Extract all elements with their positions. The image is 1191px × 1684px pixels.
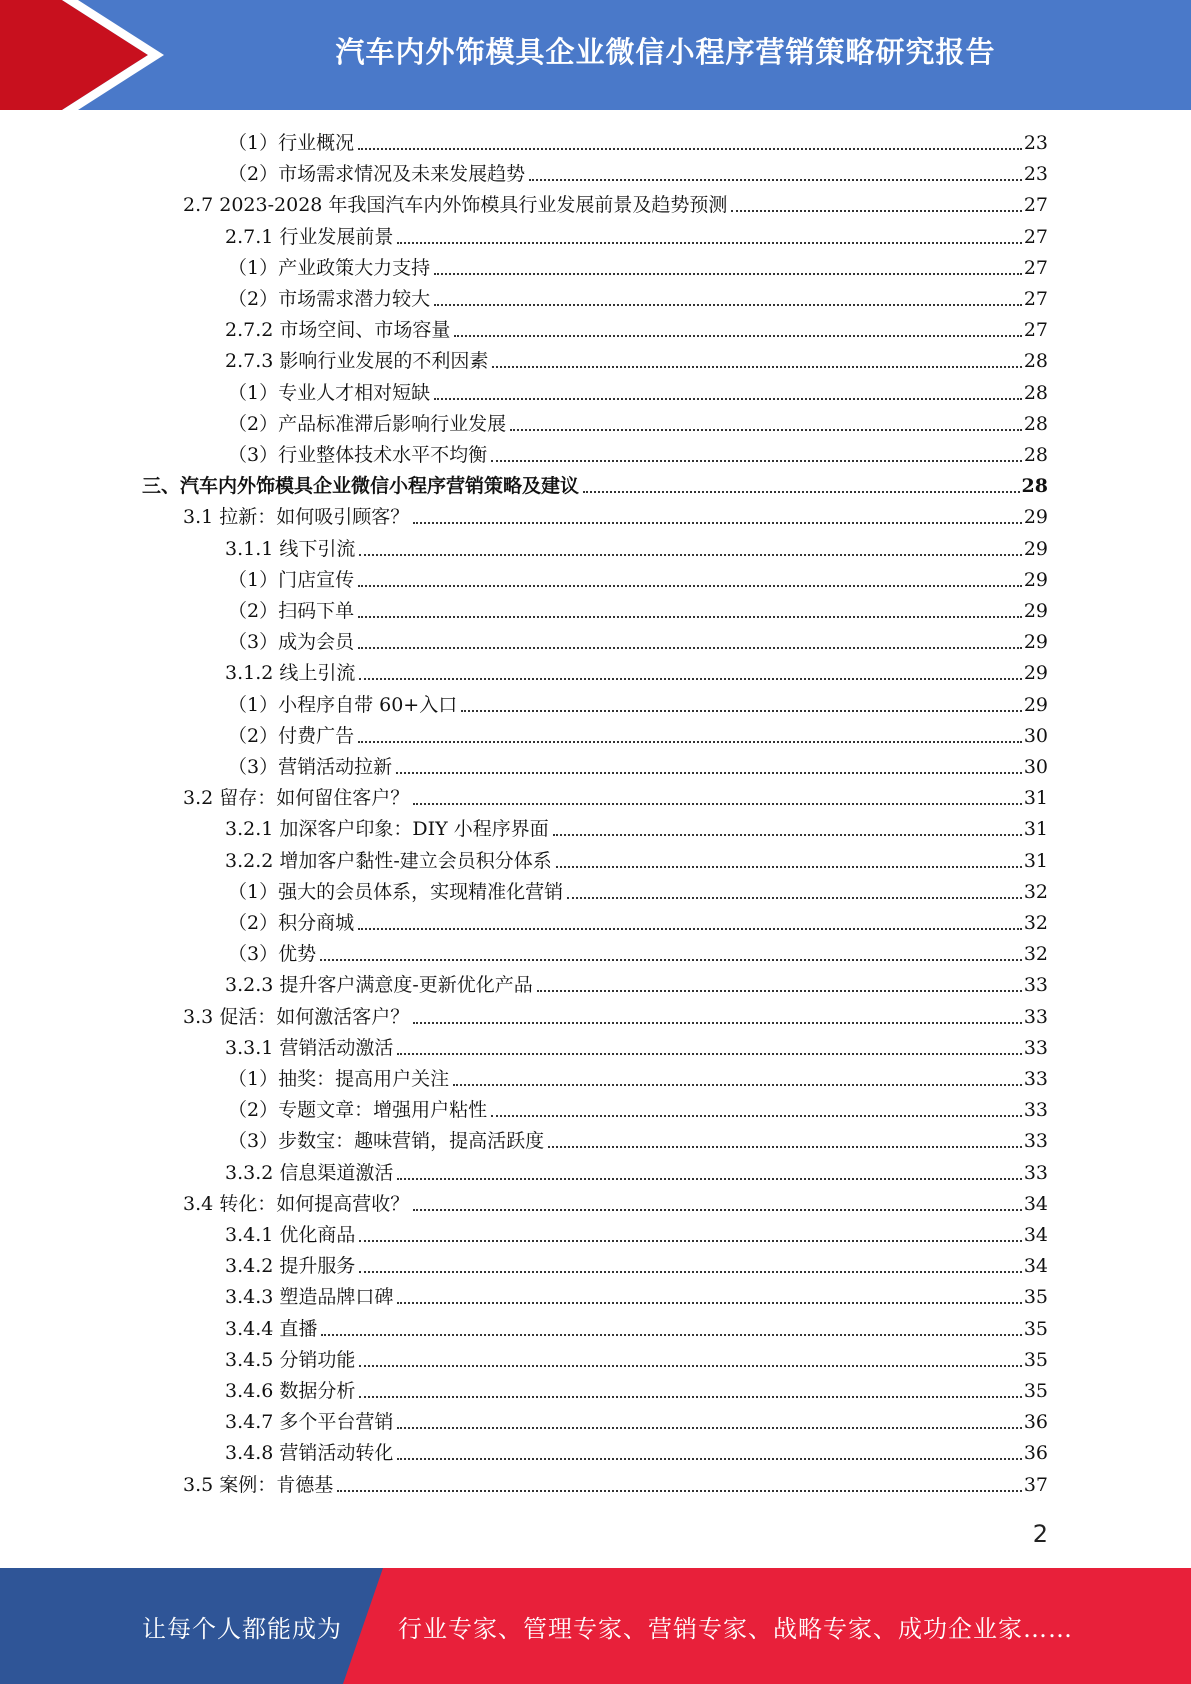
toc-entry-title: 三、汽车内外饰模具企业微信小程序营销策略及建议 (142, 475, 580, 498)
toc-entry-title: 3.2.1 加深客户印象：DIY 小程序界面 (225, 818, 549, 841)
toc-dot-leader (492, 366, 1021, 368)
toc-entry-page: 34 (1023, 1192, 1048, 1215)
toc-entry-page: 27 (1023, 319, 1048, 342)
toc-dot-leader (358, 647, 1022, 649)
toc-entry-title: 2.7 2023-2028 年我国汽车内外饰模具行业发展前景及趋势预测 (183, 194, 728, 217)
toc-dot-leader (491, 460, 1022, 462)
toc-entry[interactable] (225, 1251, 1048, 1281)
toc-entry-page: 29 (1023, 568, 1048, 591)
toc-entry-title: （1）抽奖：提高用户关注 (228, 1068, 450, 1090)
toc-entry[interactable] (228, 128, 1048, 158)
toc-entry[interactable] (228, 877, 1048, 907)
toc-entry[interactable] (183, 190, 1048, 220)
toc-entry-page: 34 (1023, 1255, 1048, 1278)
toc-entry-page: 28 (1023, 350, 1048, 373)
toc-entry-page: 29 (1023, 631, 1048, 654)
toc-dot-leader (397, 1053, 1021, 1055)
toc-entry-title: （3）行业整体技术水平不均衡 (228, 444, 488, 466)
toc-entry-title: 3.4 转化：如何提高营收？ (183, 1192, 410, 1215)
toc-entry-page: 28 (1023, 412, 1048, 435)
toc-dot-leader (359, 1365, 1021, 1367)
toc-dot-leader (731, 210, 1021, 212)
toc-entry-page: 27 (1023, 288, 1048, 310)
toc-entry-title: （3）营销活动拉新 (228, 756, 393, 778)
toc-dot-leader (359, 678, 1021, 680)
toc-entry-page: 33 (1023, 1005, 1048, 1028)
toc-dot-leader (320, 959, 1022, 961)
toc-entry[interactable] (228, 627, 1048, 657)
toc-dot-leader (397, 1458, 1021, 1460)
toc-entry-page: 31 (1023, 849, 1048, 872)
toc-dot-leader (358, 741, 1022, 743)
toc-entry[interactable] (183, 1002, 1048, 1032)
toc-entry-title: 3.5 案例：肯德基 (183, 1473, 334, 1496)
toc-entry-title: （1）小程序自带 60+入口 (228, 693, 458, 716)
toc-entry-title: 3.4.7 多个平台营销 (225, 1411, 394, 1434)
toc-entry[interactable] (225, 534, 1048, 564)
toc-entry[interactable] (228, 253, 1048, 283)
toc-dot-leader (413, 1022, 1022, 1024)
toc-entry-page: 33 (1023, 1068, 1048, 1090)
toc-dot-leader (454, 335, 1021, 337)
toc-entry-title: 2.7.2 市场空间、市场容量 (225, 319, 451, 342)
toc-entry-page: 31 (1023, 787, 1048, 810)
toc-dot-leader (359, 1271, 1021, 1273)
toc-entry-page: 29 (1023, 693, 1048, 716)
page-number: 2 (1032, 1520, 1048, 1548)
toc-entry[interactable] (183, 1189, 1048, 1219)
toc-dot-leader (556, 866, 1022, 868)
toc-dot-leader (397, 1302, 1021, 1304)
toc-entry-title: （2）产品标准滞后影响行业发展 (228, 412, 507, 435)
toc-entry-page: 27 (1023, 194, 1048, 217)
toc-entry-title: （2）扫码下单 (228, 600, 355, 622)
toc-entry-title: 3.2 留存：如何留住客户？ (183, 787, 410, 810)
toc-entry-page: 30 (1023, 724, 1048, 747)
toc-entry-title: （2）市场需求潜力较大 (228, 288, 431, 310)
toc-entry[interactable] (225, 1345, 1048, 1375)
page-footer (0, 1568, 1191, 1684)
toc-entry-title: 3.4.4 直播 (225, 1317, 318, 1340)
toc-dot-leader (510, 429, 1022, 431)
toc-dot-leader (358, 928, 1022, 930)
toc-entry[interactable] (183, 502, 1048, 532)
toc-entry-page: 29 (1023, 506, 1048, 529)
toc-dot-leader (553, 834, 1022, 836)
toc-entry-title: （2）付费广告 (228, 724, 355, 747)
toc-entry-page: 28 (1021, 475, 1048, 498)
toc-entry[interactable] (142, 471, 1048, 501)
toc-entry[interactable] (225, 970, 1048, 1000)
toc-entry-title: 3.3.2 信息渠道激活 (225, 1161, 394, 1184)
toc-entry[interactable] (225, 1407, 1048, 1437)
toc-entry[interactable] (228, 440, 1048, 470)
toc-entry-title: （2）积分商城 (228, 912, 355, 934)
toc-dot-leader (583, 491, 1020, 493)
toc-entry[interactable] (183, 1470, 1048, 1500)
toc-entry[interactable] (225, 222, 1048, 252)
toc-entry-title: （2）专题文章：增强用户粘性 (228, 1099, 488, 1122)
toc-entry-title: 3.4.2 提升服务 (225, 1255, 356, 1278)
toc-entry[interactable] (228, 752, 1048, 782)
toc-entry-page: 29 (1023, 600, 1048, 622)
toc-entry-page: 27 (1023, 256, 1048, 279)
toc-entry-title: 3.4.6 数据分析 (225, 1380, 356, 1402)
toc-entry[interactable] (225, 1438, 1048, 1468)
toc-dot-leader (337, 1490, 1022, 1492)
toc-entry[interactable] (225, 1376, 1048, 1406)
toc-entry-page: 32 (1023, 880, 1048, 903)
toc-dot-leader (358, 148, 1022, 150)
toc-dot-leader (413, 1209, 1022, 1211)
toc-dot-leader (434, 273, 1022, 275)
toc-entry-title: 3.2.2 增加客户黏性-建立会员积分体系 (225, 849, 552, 872)
toc-entry-page: 36 (1023, 1442, 1048, 1465)
toc-dot-leader (358, 585, 1022, 587)
toc-entry-title: （3）优势 (228, 943, 317, 966)
toc-entry[interactable] (225, 1033, 1048, 1063)
toc-entry-page: 35 (1023, 1317, 1048, 1340)
toc-dot-leader (321, 1334, 1021, 1336)
toc-entry[interactable] (183, 783, 1048, 813)
toc-entry-title: 3.3 促活：如何激活客户？ (183, 1005, 410, 1028)
toc-entry[interactable] (225, 346, 1048, 376)
toc-dot-leader (359, 1240, 1021, 1242)
toc-entry-title: （1）行业概况 (228, 132, 355, 154)
toc-entry-title: （2）市场需求情况及未来发展趋势 (228, 163, 526, 186)
toc-dot-leader (567, 897, 1022, 899)
toc-entry[interactable] (228, 409, 1048, 439)
toc-dot-leader (359, 554, 1021, 556)
toc-entry-page: 35 (1023, 1348, 1048, 1371)
toc-entry[interactable] (225, 814, 1048, 844)
footer-slogan-left: 让每个人都能成为 (142, 1614, 342, 1643)
toc-entry-title: 3.4.8 营销活动转化 (225, 1442, 394, 1465)
toc-entry-page: 29 (1023, 537, 1048, 560)
toc-entry[interactable] (228, 1126, 1048, 1156)
toc-entry-title: 3.2.3 提升客户满意度-更新优化产品 (225, 974, 533, 997)
toc-dot-leader (434, 304, 1022, 306)
toc-dot-leader (397, 1178, 1021, 1180)
toc-entry-page: 36 (1023, 1411, 1048, 1434)
toc-entry-title: 3.1 拉新：如何吸引顾客？ (183, 506, 410, 529)
toc-entry-page: 34 (1023, 1224, 1048, 1246)
toc-entry[interactable] (225, 1314, 1048, 1344)
toc-entry-title: 3.4.3 塑造品牌口碑 (225, 1286, 394, 1309)
toc-entry[interactable] (228, 721, 1048, 751)
toc-dot-leader (397, 1427, 1021, 1429)
toc-entry-page: 30 (1023, 756, 1048, 778)
toc-dot-leader (396, 772, 1022, 774)
toc-entry-page: 33 (1023, 1036, 1048, 1059)
toc-entry[interactable] (228, 378, 1048, 408)
toc-entry-title: 2.7.3 影响行业发展的不利因素 (225, 350, 489, 373)
toc-entry-page: 23 (1023, 163, 1048, 186)
toc-entry-page: 32 (1023, 943, 1048, 966)
toc-entry[interactable] (228, 690, 1048, 720)
toc-entry-title: （3）步数宝：趣味营销，提高活跃度 (228, 1130, 545, 1153)
toc-entry[interactable] (225, 1158, 1048, 1188)
toc-entry-page: 33 (1023, 974, 1048, 997)
toc-entry[interactable] (228, 596, 1048, 626)
toc-entry[interactable] (225, 846, 1048, 876)
toc-dot-leader (461, 710, 1022, 712)
toc-entry[interactable] (228, 908, 1048, 938)
toc-entry-page: 29 (1023, 662, 1048, 685)
toc-entry[interactable] (228, 159, 1048, 189)
toc-dot-leader (359, 1396, 1021, 1398)
toc-entry-page: 32 (1023, 912, 1048, 934)
toc-entry-title: （1）专业人才相对短缺 (228, 381, 431, 404)
toc-entry-page: 33 (1023, 1099, 1048, 1122)
toc-entry-title: 2.7.1 行业发展前景 (225, 225, 394, 248)
toc-entry-page: 28 (1023, 381, 1048, 404)
toc-dot-leader (548, 1146, 1022, 1148)
toc-dot-leader (529, 179, 1022, 181)
toc-entry-title: 3.4.1 优化商品 (225, 1224, 356, 1246)
report-title: 汽车内外饰模具企业微信小程序营销策略研究报告 (335, 34, 996, 69)
toc-entry-title: 3.3.1 营销活动激活 (225, 1036, 394, 1059)
toc-entry-page: 35 (1023, 1286, 1048, 1309)
toc-entry[interactable] (228, 939, 1048, 969)
page-header (0, 0, 1191, 110)
toc-entry-title: （1）门店宣传 (228, 568, 355, 591)
toc-entry[interactable] (228, 1095, 1048, 1125)
toc-entry[interactable] (225, 315, 1048, 345)
toc-entry[interactable] (225, 1282, 1048, 1312)
footer-slogan-right: 行业专家、管理专家、营销专家、战略专家、成功企业家…… (398, 1614, 1073, 1643)
toc-entry-page: 31 (1023, 818, 1048, 841)
toc-entry-title: 3.1.2 线上引流 (225, 662, 356, 685)
toc-dot-leader (397, 242, 1021, 244)
toc-dot-leader (434, 398, 1022, 400)
toc-entry-page: 33 (1023, 1130, 1048, 1153)
toc-entry-title: 3.4.5 分销功能 (225, 1348, 356, 1371)
toc-entry[interactable] (228, 565, 1048, 595)
toc-entry-page: 35 (1023, 1380, 1048, 1402)
toc-entry-page: 37 (1023, 1473, 1048, 1496)
toc-dot-leader (453, 1084, 1022, 1086)
toc-entry-title: 3.1.1 线下引流 (225, 537, 356, 560)
toc-entry-title: （1）强大的会员体系，实现精准化营销 (228, 880, 564, 903)
toc-entry-title: （3）成为会员 (228, 631, 355, 654)
toc-entry[interactable] (228, 284, 1048, 314)
toc-dot-leader (491, 1115, 1022, 1117)
toc-dot-leader (537, 990, 1022, 992)
toc-entry[interactable] (225, 658, 1048, 688)
toc-entry-page: 27 (1023, 225, 1048, 248)
toc-dot-leader (413, 803, 1022, 805)
toc-entry-page: 23 (1023, 132, 1048, 154)
toc-dot-leader (413, 522, 1022, 524)
toc-entry-page: 33 (1023, 1161, 1048, 1184)
toc-entry-title: （1）产业政策大力支持 (228, 256, 431, 279)
toc-dot-leader (358, 616, 1022, 618)
toc-entry[interactable] (225, 1220, 1048, 1250)
toc-entry[interactable] (228, 1064, 1048, 1094)
toc-entry-page: 28 (1023, 444, 1048, 466)
